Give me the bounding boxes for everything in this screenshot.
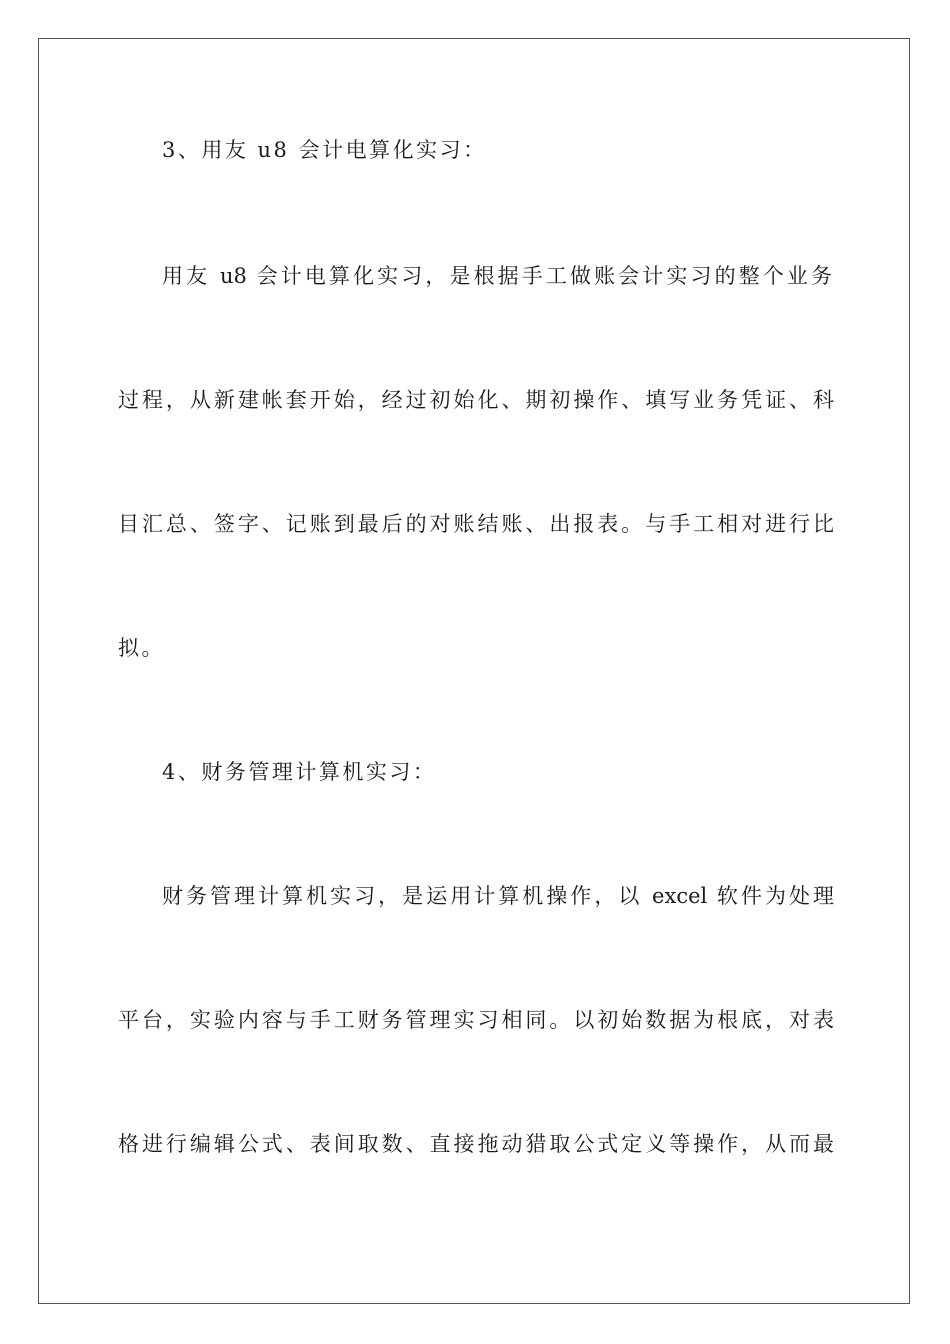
paragraph-line: 拟。 <box>118 636 165 660</box>
paragraph-line: 目汇总、签字、记账到最后的对账结账、出报表。与手工相对进行比 <box>118 512 834 536</box>
section-heading-4: 4、财务管理计算机实习： <box>162 760 437 784</box>
section-heading-3: 3、用友 u8 会计电算化实习： <box>162 138 487 162</box>
paragraph-line: 平台，实验内容与手工财务管理实习相同。以初始数据为根底，对表 <box>118 1008 834 1032</box>
page-border <box>38 38 910 1304</box>
paragraph-line: 格进行编辑公式、表间取数、直接拖动猎取公式定义等操作，从而最 <box>118 1132 834 1156</box>
paragraph-line: 用友 u8 会计电算化实习，是根据手工做账会计实习的整个业务 <box>162 264 832 288</box>
paragraph-line: 财务管理计算机实习，是运用计算机操作，以 excel 软件为处理 <box>162 884 834 908</box>
paragraph-line: 过程，从新建帐套开始，经过初始化、期初操作、填写业务凭证、科 <box>118 388 834 412</box>
